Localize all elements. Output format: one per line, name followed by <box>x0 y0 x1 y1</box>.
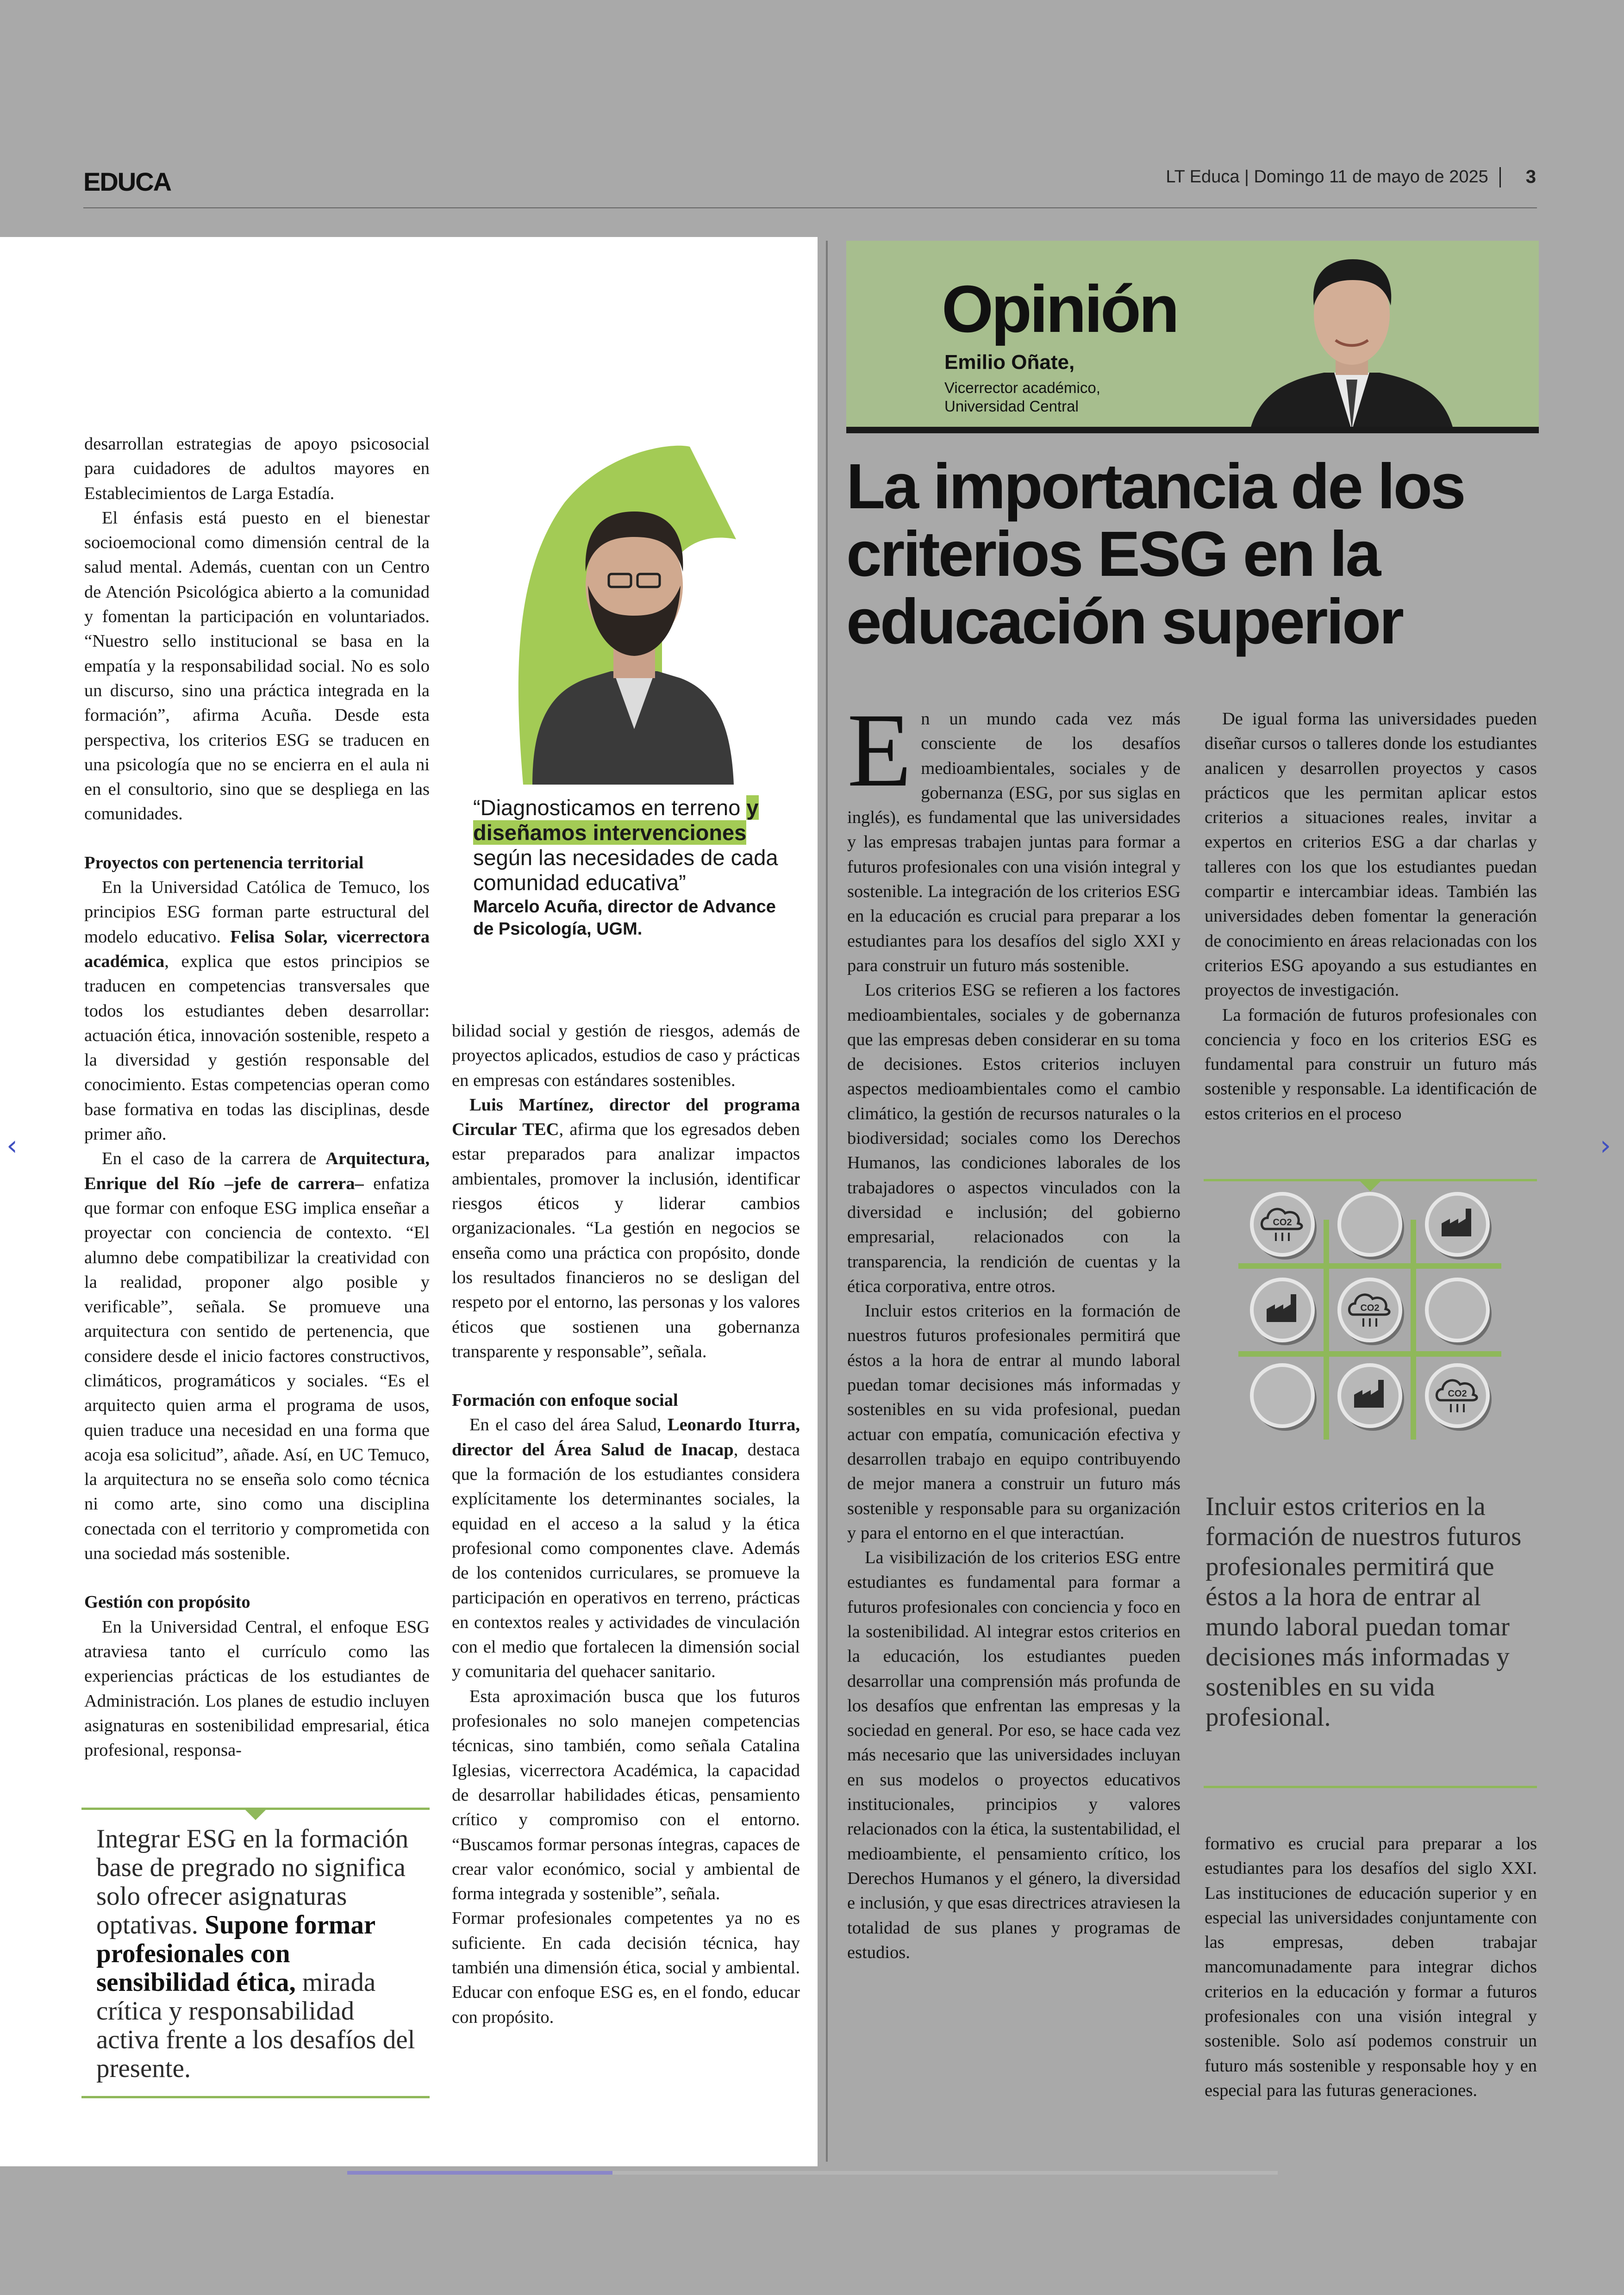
co2-cloud-icon <box>1252 1194 1317 1260</box>
paragraph: Incluir estos criterios en la formación de nuestros futuros profesionales permitirá que éstos a la hora de entrar al mundo laboral puedan tomar decisiones más informadas y sostenibles en su vida profesional, puedan actuar con empatía, comunicación efectiva y desarrollen trabajo en equipo contribuyendo de mejor manera a construir un futuro más sostenible y responsable para su organización y para el entorno en el que interactúan. <box>847 1301 1181 1543</box>
chevron-left-icon[interactable]: ‹ <box>6 1129 18 1162</box>
paragraph: En el caso del área Salud, Leonardo Iturra, director del Área Salud de Inacap, destaca que la formación de los estudiantes considera explícitamente los determinantes sociales, la equidad en el acceso a la salud y la ética profesional como componentes clave. Además de los contenidos curriculares, se promueve la participación en operativos en terreno, prácticas en contextos reales y actividades de vinculación con el medio que fortalecen la dimensión social y comunitaria del quehacer sanitario. <box>452 1415 800 1682</box>
portrait-marcelo-acuna <box>495 433 755 785</box>
left-column-1 <box>84 432 430 1763</box>
right-column-2-bottom <box>1205 1832 1537 2103</box>
callout-left <box>81 1808 430 2098</box>
right-column-2-top <box>1205 707 1537 1126</box>
header-rule <box>83 207 1537 208</box>
publication-date: LT Educa | Domingo 11 de mayo de 2025 <box>1166 167 1488 187</box>
co2-label: CO2 <box>1360 1303 1380 1313</box>
paragraph: En la Universidad Central, el enfoque ESG atraviesa tanto el currículo como las experiencias prácticas de los estudiantes de Administración. Los planes de estudio incluyen asignaturas en sostenibilidad empresarial, ética profesional, responsa- <box>84 1617 430 1760</box>
page-number: 3 <box>1525 167 1536 187</box>
paragraph: formativo es crucial para preparar a los estudiantes para los desafíos del siglo XXI. Las instituciones de educación superior y en especial las universidades conjuntamente con las empresas, deben trabajar mancomunadamente para integrar dichos criterios en la educación y formar a futuros profesionales con una visión integral y sostenible. Solo así podemos construir un futuro más sostenible y responsable hoy y en especial para las futuras generaciones. <box>1205 1834 1537 2100</box>
paragraph: Formar profesionales competentes ya no es suficiente. En cada decisión técnica, hay también una dimensión ética, social y ambiental. Educar con enfoque ESG es, en el fondo, educar con propósito. <box>452 1908 800 2027</box>
paragraph: La visibilización de los criterios ESG entre estudiantes es fundamental para formar a futuros profesionales con conciencia y foco en la sostenibilidad. Al integrar estos criterios en la educación, los estudiantes pueden desarrollar una comprensión más profunda de los desafíos que enfrentan las empresas y la sociedad en general. Por eso, se hace cada vez más necesario que las universidades incluyan en sus modelos o proyectos educativos institucionales, principios y valores relacionados con la ética, la sustentabilidad, el medioambiente, el pensamiento crítico, los Derechos Humanos y el género, la diversidad e inclusión, y que esas directrices atraviesen la totalidad de sus planes y programas de estudios. <box>847 1548 1181 1962</box>
paragraph: En la Universidad Católica de Temuco, los principios ESG forman parte estructural del modelo educativo. Felisa Solar, vicerrectora académica, explica que estos principios se traducen en competencias transversales que todos los estudiantes deben desarrollar: actuación ética, innovación sostenible, respeto a la diversidad y gestión responsable del conocimiento. Estas competencias operan como base formativa en todas las disciplinas, desde primer año. <box>84 878 430 1144</box>
section-label: EDUCA <box>83 167 171 196</box>
paragraph: Los criterios ESG se refieren a los factores medioambientales, sociales y de gobernanza que las empresas deben considerar en su toma de decisiones. Estos criterios incluyen aspectos medioambientales como el cambio climático, la gestión de recursos naturales o la biodiversidad; sociales como los Derechos Humanos, las condiciones laborales de los trabajadores o aspectos vinculados con la diversidad e inclusión; del gobierno empresarial, relacionados con la transparencia, la rendición de cuentas y la ética corporativa, entre otros. <box>847 980 1181 1296</box>
callout-right-rule-bottom <box>1204 1786 1537 1788</box>
headline: La importancia de los criterios ESG en la educación superior <box>846 451 1464 657</box>
blank-circle <box>1252 1365 1317 1431</box>
opinion-title: Opinión <box>942 272 1177 346</box>
page-progress-fill <box>347 2171 612 2175</box>
factory-icon <box>1427 1194 1492 1260</box>
opinion-role: Vicerrector académico, Universidad Central <box>944 379 1100 415</box>
opinion-bar <box>846 427 1539 433</box>
publication-info <box>1166 167 1536 187</box>
blank-circle <box>1339 1194 1404 1260</box>
paragraph: De igual forma las universidades pueden diseñar cursos o talleres donde los estudiantes analicen y desarrollen proyectos y casos prácticos que les permitan aplicar estos criterios a situaciones reales, invitar a expertos en criterios ESG a dar charlas y talleres con los que los estudiantes puedan compartir e intercambiar ideas. También las universidades deben fomentar la generación de conocimiento en áreas relacionadas con los criterios ESG apoyando a sus estudiantes en proyectos de investigación. <box>1205 709 1537 1000</box>
paragraph: Esta aproximación busca que los futuros profesionales no solo manejen competencias técnicas, sino también, como señala Catalina Iglesias, vicerrectora Académica, la capacidad de desarrollar habilidades éticas, pensamiento crítico y compromiso con el entorno. “Buscamos formar personas íntegras, capaces de crear valor económico, social y ambiental de forma integrada y sostenible”, señala. <box>452 1686 800 1904</box>
opinion-author: Emilio Oñate, <box>944 351 1075 374</box>
drop-cap: E <box>847 692 912 809</box>
factory-icon <box>1252 1279 1317 1345</box>
quote-highlight: y diseñamos intervenciones <box>473 795 759 845</box>
page-fold <box>826 241 828 2162</box>
paragraph: La formación de futuros profesionales con conciencia y foco en los criterios ESG es fundamental para construir un futuro más sostenible y responsable. La identificación de estos criterios en el proceso <box>1205 1005 1537 1123</box>
esg-icon-grid <box>1204 1178 1536 1470</box>
separator <box>1499 167 1501 187</box>
blank-circle <box>1427 1279 1492 1345</box>
paragraph: Luis Martínez, director del programa Circular TEC, afirma que los egresados deben estar preparados para analizar impactos ambientales, promover la inclusión, identificar riesgos éticos y liderar cambios organizacionales. “La gestión en negocios se enseña como una práctica con propósito, donde los resultados financieros no se desligan del respeto por el entorno, las personas y los valores éticos que sostienen una gobernanza transparente y responsable”, señala. <box>452 1095 800 1361</box>
co2-cloud-icon <box>1427 1365 1492 1431</box>
quote-author: Marcelo Acuña, director de Advance de Psicología, UGM. <box>473 897 776 939</box>
co2-cloud-icon <box>1339 1279 1404 1345</box>
paragraph: bilidad social y gestión de riesgos, además de proyectos aplicados, estudios de caso y prácticas en empresas con estándares sostenibles. <box>452 1021 800 1090</box>
right-column-1 <box>847 692 1181 1965</box>
chevron-right-icon[interactable]: › <box>1600 1129 1611 1162</box>
subheading-proposito: Gestión con propósito <box>84 1592 250 1612</box>
paragraph: En un mundo cada vez más consciente de los desafíos medioambientales, sociales y de gobernanza (ESG, por sus siglas en inglés), es fundamental que las universidades y las empresas trabajen juntas para formar a futuros profesionales con una visión integral y sostenible. La integración de los criterios ESG en la educación es crucial para preparar a los estudiantes para los desafíos del siglo XXI y para construir un futuro más sostenible. <box>847 692 1181 975</box>
co2-label: CO2 <box>1273 1217 1292 1228</box>
subheading-territorial: Proyectos con pertenencia territorial <box>84 853 364 873</box>
portrait-emilio-onate <box>1231 241 1472 430</box>
callout-rule-bottom <box>81 2096 430 2098</box>
callout-text: Integrar ESG en la formación base de pregrado no significa solo ofrecer asignaturas optativas. Supone formar profesionales con sensibilidad ética, mirada crítica y responsabilidad activa frente a los desafíos del presente. <box>96 1824 415 2083</box>
factory-icon <box>1339 1365 1404 1431</box>
callout-rule-top <box>81 1808 430 1810</box>
subheading-social: Formación con enfoque social <box>452 1391 678 1410</box>
pull-quote: “Diagnosticamos en terreno y diseñamos intervenciones según las necesidades de cada comunidad educativa” <box>473 795 778 895</box>
co2-label: CO2 <box>1448 1389 1467 1399</box>
paragraph: En el caso de la carrera de Arquitectura, Enrique del Río –jefe de carrera– enfatiza que formar con enfoque ESG implica enseñar a proyectar con conciencia de contexto. “El alumno debe compatibilizar la creatividad con la realidad, proponer algo posible y verificable”, señala. Se promueve una arquitectura con sentido de pertenencia, que considere desde el inicio factores constructivos, climáticos, programáticos y sociales. “Es el arquitecto quien arma el programa de usos, quien traduce una necesidad en una forma que acoja esa solicitud”, añade. Así, en UC Temuco, la arquitectura no se enseña solo como técnica ni como arte, sino como una disciplina conectada con el territorio y comprometida con una sociedad más sostenible. <box>84 1149 430 1564</box>
paragraph: desarrollan estrategias de apoyo psicosocial para cuidadores de adultos mayores en Establecimientos de Larga Estadía. <box>84 434 430 503</box>
callout-right-text: Incluir estos criterios en la formación de nuestros futuros profesionales permitirá que éstos a la hora de entrar al mundo laboral puedan tomar decisiones más informadas y sostenibles en su vida profesional. <box>1206 1492 1522 1732</box>
paragraph: El énfasis está puesto en el bienestar socioemocional como dimensión central de la salud mental. Además, cuentan con un Centro de Atención Psicológica abierto a la comunidad y fomentan la participación en voluntariados. “Nuestro sello institucional se basa en la empatía y la responsabilidad social. No es solo un discurso, sino una práctica integrada en la formación”, afirma Acuña. Desde esta perspectiva, los criterios ESG se traducen en una psicología que no se encierra en el aula ni en el consultorio, sino que se despliega en las comunidades. <box>84 508 430 824</box>
left-column-2 <box>452 1019 800 2030</box>
